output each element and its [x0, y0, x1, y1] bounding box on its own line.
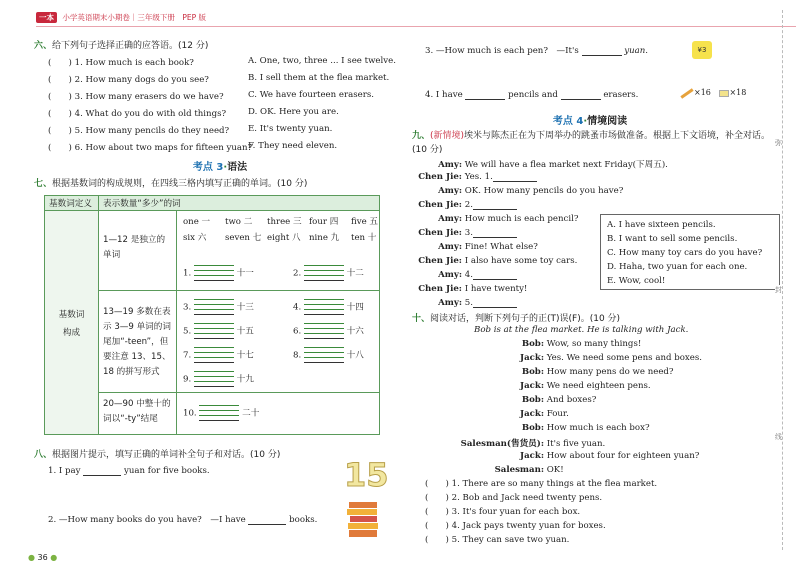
- judge-2[interactable]: ( ) 2. Bob and Jack need twenty pens.: [425, 493, 603, 503]
- cell-13-19: [177, 291, 380, 393]
- sec9-line-11[interactable]: Amy: 5.: [412, 298, 517, 308]
- number-15-picture: 15: [344, 456, 389, 494]
- sec9-line-7: Amy: Fine! What else?: [438, 242, 538, 252]
- sec10-line-7: Bob: How much is each box?: [521, 423, 650, 433]
- sec9-line-3: Amy: OK. How many pencils do you have?: [438, 186, 624, 196]
- eraser-icon: [719, 90, 729, 97]
- sec6-block: [48, 56, 396, 156]
- judge-4[interactable]: ( ) 4. Jack pays twenty yuan for boxes.: [425, 521, 606, 531]
- sec6-f: F. They need eleven.: [248, 141, 338, 151]
- rule-13-19: 13—19 多数在表示 3—9 单词的词尾加“-teen”，但要注意 13、15、18 的拼写形式: [99, 291, 177, 393]
- sec9-line-1: Amy: We will have a flea market next Friday(下周五).: [438, 160, 668, 170]
- sec10-intro: Bob is at the flea market. He is talking with Jack.: [474, 325, 689, 335]
- banner-grammar: 考点 3·语法: [192, 162, 248, 173]
- item-18[interactable]: 8. 十八: [293, 345, 364, 365]
- sec6-c: C. We have fourteen erasers.: [248, 90, 374, 100]
- sec10-line-5: Bob: And boxes?: [521, 395, 597, 405]
- sec9-line-4[interactable]: Chen Jie: 2.: [412, 200, 517, 210]
- option-c: C. How many toy cars do you have?: [607, 248, 763, 258]
- sec6-q2[interactable]: ( ) 2. How many dogs do you see?: [48, 75, 209, 85]
- sec9-line-9[interactable]: Amy: 4.: [412, 270, 517, 280]
- sec10-line-8: Salesman(售货员): It's five yuan.: [460, 439, 606, 449]
- sec10-line-4: Jack: We need eighteen pens.: [520, 381, 651, 391]
- pencil-count: ×16 ×18: [680, 88, 746, 97]
- sec6-a: A. One, two, three ... I see twelve.: [248, 56, 396, 66]
- cell-tens: [177, 393, 380, 435]
- sec10-dialogue: [440, 339, 760, 479]
- option-e: E. Wow, cool!: [607, 276, 666, 286]
- sec6-b: B. I sell them at the flea market.: [248, 73, 390, 83]
- sec10-line-6: Jack: Four.: [520, 409, 569, 419]
- item-12[interactable]: 2. 十二: [293, 263, 364, 283]
- seal-char-2: 封: [775, 286, 782, 294]
- seal-line: [782, 10, 783, 550]
- side-label: 基数词 构成: [45, 211, 99, 435]
- item-14[interactable]: 4. 十四: [293, 297, 364, 317]
- sec10-line-2: Jack: Yes. We need some pens and boxes.: [520, 353, 702, 363]
- sec10-title: 十、阅读对话，判断下列句子的正(T)误(F)。(10 分): [412, 314, 621, 324]
- option-a: A. I have sixteen pencils.: [607, 220, 716, 230]
- banner-reading: 考点 4·情境阅读: [552, 116, 628, 127]
- sec7-title: 七、根据基数词的构成规则，在四线三格内填写正确的单词。(10 分): [34, 179, 308, 189]
- header-title: 小学英语期末小期卷｜三年级下册 PEP 版: [62, 13, 207, 22]
- sec9-line-2[interactable]: Chen Jie: Yes. 1.: [412, 172, 537, 182]
- sec6-q6[interactable]: ( ) 6. How about two maps for fifteen yuan?: [48, 143, 253, 153]
- sec9-line-10: Chen Jie: I have twenty!: [418, 284, 528, 294]
- sec6-q3[interactable]: ( ) 3. How many erasers do we have?: [48, 92, 224, 102]
- col-header-meaning: 表示数量“多少”的词: [99, 196, 380, 211]
- sec8-q3[interactable]: 3. —How much is each pen? —It's yuan.: [425, 46, 649, 56]
- sec6-q1[interactable]: ( ) 1. How much is each book?: [48, 58, 194, 68]
- item-15[interactable]: 5. 十五: [183, 321, 254, 341]
- sec8-title: 八、根据图片提示，填写正确的单词补全句子和对话。(10 分): [34, 450, 281, 460]
- price-tag-picture: ¥3: [692, 41, 712, 59]
- sec9-title: 九、(新情境)埃米与陈杰正在为下周举办的跳蚤市场做准备。根据上下文语境，补全对话。(10 分): [412, 131, 771, 155]
- sec8-q2[interactable]: 2. —How many books do you have? —I have books.: [48, 515, 318, 525]
- sec8-q1[interactable]: 1. I pay yuan for five books.: [48, 466, 210, 476]
- header-rule: [36, 26, 796, 27]
- col-header-definition: 基数词定义: [45, 196, 99, 211]
- judge-5[interactable]: ( ) 5. They can save two yuan.: [425, 535, 570, 545]
- sec10-line-1: Bob: Wow, so many things!: [521, 339, 642, 349]
- option-d: D. Haha, two yuan for each one.: [607, 262, 748, 272]
- sec10-line-9: Jack: How about four for eighteen yuan?: [520, 451, 700, 461]
- sec10-line-10: Salesman: OK!: [494, 465, 564, 475]
- sec6-q5[interactable]: ( ) 5. How many pencils do they need?: [48, 126, 230, 136]
- book-stack-picture: [346, 500, 380, 540]
- option-b: B. I want to sell some pencils.: [607, 234, 738, 244]
- item-17[interactable]: 7. 十七: [183, 345, 254, 365]
- sec9-line-5: Amy: How much is each pencil?: [438, 214, 579, 224]
- brand-logo: 一本: [36, 12, 57, 23]
- judge-3[interactable]: ( ) 3. It's four yuan for each box.: [425, 507, 581, 517]
- item-19[interactable]: 9. 十九: [183, 369, 254, 389]
- cell-1-12: [177, 211, 380, 291]
- sec6-d: D. OK. Here you are.: [248, 107, 339, 117]
- sec6-title: 六、给下列句子选择正确的应答语。(12 分): [34, 41, 209, 51]
- rule-tens: 20—90 中整十的词以“-ty”结尾: [99, 393, 177, 435]
- pencil-icon: [680, 88, 693, 98]
- words-row-2: six 六 seven 七 eight 八 nine 九 ten 十: [183, 233, 377, 243]
- page-number: ● 36 ●: [28, 553, 58, 562]
- sec9-line-6[interactable]: Chen Jie: 3.: [412, 228, 517, 238]
- item-20[interactable]: 10. 二十: [183, 403, 259, 423]
- sec10-judgements: [425, 477, 765, 547]
- item-16[interactable]: 6. 十六: [293, 321, 364, 341]
- item-13[interactable]: 3. 十三: [183, 297, 254, 317]
- words-row-1: one 一 two 二 three 三 four 四 five 五: [183, 217, 378, 227]
- sec9-options-box: [600, 214, 780, 290]
- rule-1-12: 1—12 是独立的单词: [99, 211, 177, 291]
- item-11[interactable]: 1. 十一: [183, 263, 254, 283]
- page-header: [36, 12, 206, 24]
- seal-char-1: 弥: [775, 139, 782, 147]
- sec8-q4[interactable]: 4. I have pencils and erasers.: [425, 90, 639, 100]
- sec6-q4[interactable]: ( ) 4. What do you do with old things?: [48, 109, 227, 119]
- judge-1[interactable]: ( ) 1. There are so many things at the flea market.: [425, 479, 658, 489]
- sec10-line-3: Bob: How many pens do we need?: [521, 367, 674, 377]
- numeral-table: [44, 195, 380, 435]
- sec6-e: E. It's twenty yuan.: [248, 124, 333, 134]
- seal-char-3: 线: [775, 433, 782, 441]
- sec9-line-8: Chen Jie: I also have some toy cars.: [418, 256, 578, 266]
